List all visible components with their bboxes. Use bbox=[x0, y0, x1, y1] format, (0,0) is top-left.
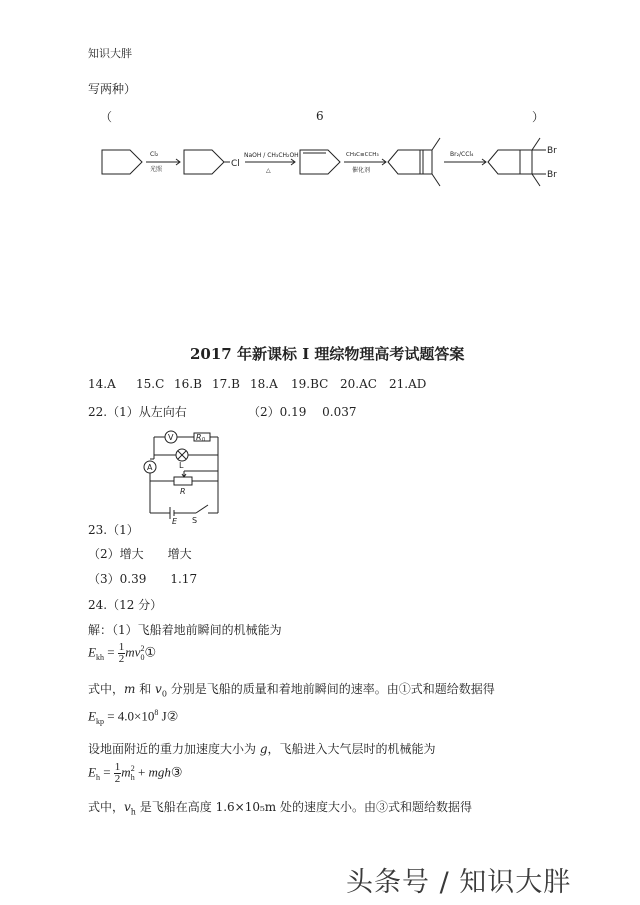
intro-text: 写两种） bbox=[88, 82, 137, 96]
resistor-r0-label: R bbox=[196, 433, 202, 442]
header-author: 知识大胖 bbox=[88, 47, 132, 60]
step2-condition: △ bbox=[266, 167, 271, 174]
voltmeter-label: V bbox=[168, 433, 174, 442]
step3-reagent: CH₃C≡CCH₃ bbox=[346, 152, 379, 158]
answer-18: 18.A bbox=[250, 377, 278, 391]
bromine-label-1: Br bbox=[547, 146, 557, 156]
q22-part1: 22.（1）从左向右 bbox=[88, 405, 187, 419]
q24-gravity-line: 设地面附近的重力加速度大小为 g，飞船进入大气层时的机械能为 bbox=[88, 742, 436, 756]
synthesis-diagram bbox=[90, 130, 580, 200]
step1-reagent: Cl₂ bbox=[150, 151, 159, 158]
page-title: 2017 年新课标 I 理综物理高考试题答案 bbox=[190, 345, 465, 363]
answer-17: 17.B bbox=[212, 377, 240, 391]
equation-3: $E_h$ = $\frac{1}{2}$ $m_h^2$ + mgh③ bbox=[88, 761, 183, 785]
equation-3-mark: ③ bbox=[170, 764, 183, 780]
step3-condition: 催化剂 bbox=[352, 167, 371, 174]
cyclopentene-ring bbox=[300, 150, 340, 174]
paren-open: （ bbox=[100, 110, 113, 124]
resistor-r0-subscript: 0 bbox=[202, 437, 206, 443]
answer-15: 15.C bbox=[136, 377, 165, 391]
watermark-text: 头条号 / 知识大胖 bbox=[346, 867, 572, 898]
q24-where-line-2: 式中，$v_h$ 是飞船在高度 1.6×10₅m 处的速度大小。由③式和题给数据得 bbox=[88, 800, 472, 817]
lamp-label: L bbox=[179, 461, 184, 470]
q24-heading: 24.（12 分） bbox=[88, 598, 163, 612]
step4-reagent: Br₂/CCl₄ bbox=[450, 151, 474, 158]
switch-symbol bbox=[196, 505, 208, 513]
equation-2-mark: ② bbox=[166, 708, 179, 724]
circuit-diagram bbox=[136, 425, 226, 525]
answer-14: 14.A bbox=[88, 377, 116, 391]
rheostat-label: R bbox=[180, 487, 186, 496]
q22-part2: （2）0.19 0.037 bbox=[248, 405, 357, 419]
page-number: 6 bbox=[316, 109, 324, 123]
battery-label: E bbox=[172, 517, 178, 525]
answer-19: 19.BC bbox=[291, 377, 329, 391]
bromine-label-2: Br bbox=[547, 170, 557, 180]
equation-1: $E_{kh}$ = $\frac{1}{2}$ $mv_0^2①$ bbox=[88, 641, 157, 665]
step1-condition: 光照 bbox=[150, 166, 163, 173]
answer-20: 20.AC bbox=[340, 377, 377, 391]
q23-line3: （3）0.39 1.17 bbox=[88, 572, 198, 586]
rheostat-symbol bbox=[174, 477, 192, 485]
q24-solution-intro: 解：（1）飞船着地前瞬间的机械能为 bbox=[88, 623, 282, 637]
paren-close: ） bbox=[532, 110, 545, 124]
q24-where-line-1: 式中，m 和 $v_0$ 分别是飞船的质量和着地前瞬间的速率。由①式和题给数据得 bbox=[88, 682, 495, 699]
answer-21: 21.AD bbox=[389, 377, 427, 391]
chlorocyclopentane-ring bbox=[184, 150, 224, 174]
answer-16: 16.B bbox=[174, 377, 202, 391]
bicyclic-ring bbox=[388, 150, 420, 174]
q23-line2: （2）增大 增大 bbox=[88, 547, 192, 561]
equation-2: $E_{kp} = 4.0\times 10^8$ J② bbox=[88, 708, 179, 726]
ammeter-label: A bbox=[147, 463, 153, 472]
equation-1-mark: ① bbox=[144, 644, 157, 660]
switch-label: S bbox=[192, 516, 198, 525]
dibromo-bicyclic-ring bbox=[488, 150, 520, 174]
cyclopentane-ring bbox=[102, 150, 142, 174]
product1-substituent: Cl bbox=[231, 159, 240, 169]
step2-reagent: NaOH / CH₃CH₂OH bbox=[244, 152, 299, 159]
q23-line1: 23.（1） bbox=[88, 523, 139, 537]
